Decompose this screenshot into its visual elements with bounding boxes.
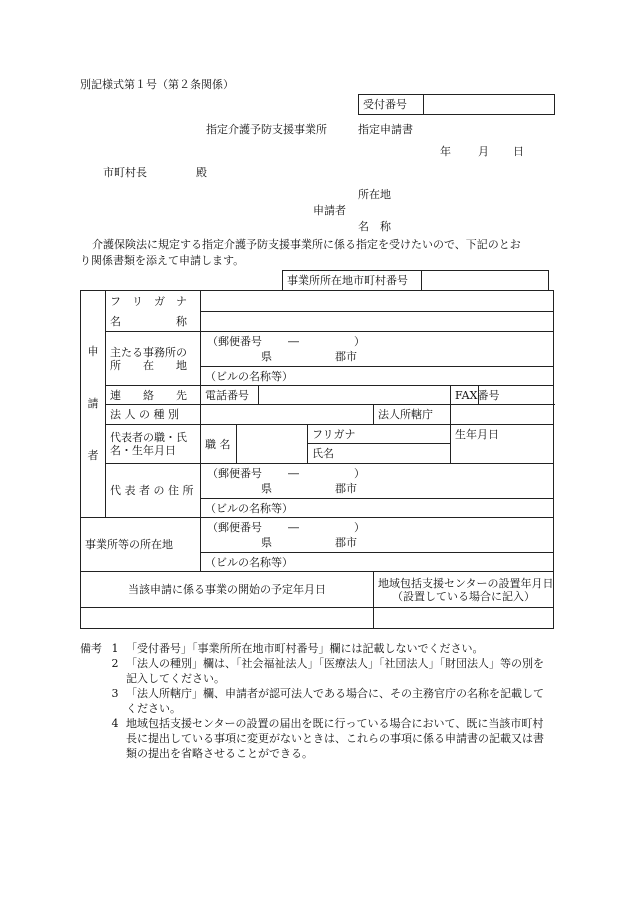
note-number: 2 (111, 657, 119, 670)
representative-line-2: 名・生年月日 (110, 444, 176, 457)
postal-dash: ― (288, 467, 299, 480)
intro-line-1: 介護保険法に規定する指定介護予防支援事業所に係る指定を受けたいので、下記のとお (92, 238, 521, 251)
main-office-address-field[interactable] (201, 332, 554, 367)
city-label: 郡市 (335, 350, 357, 363)
birth-label: 生年月日 (451, 425, 554, 464)
form-label: 別記様式第１号（第２条関係） (80, 78, 234, 91)
furigana-label: フ リ ガ ナ (106, 291, 201, 312)
application-table (80, 290, 554, 629)
rep-address-label: 代 表 者 の 住 所 (106, 464, 201, 518)
notes-section (80, 641, 550, 761)
postal-dash: ― (288, 335, 299, 348)
office-building-field[interactable]: （ビルの名称等） (201, 553, 554, 572)
corp-type-field[interactable] (201, 405, 374, 425)
postal-close: ） (354, 521, 365, 534)
note-text: 「受付番号」「事業所所在地市町村番号」欄には記載しないでください。 (126, 642, 484, 655)
postal-label: （郵便番号 (207, 467, 262, 480)
receipt-box (358, 94, 555, 115)
note-number: 3 (111, 687, 119, 700)
receipt-label: 受付番号 (359, 95, 424, 115)
name-label: 名 称 (106, 312, 201, 332)
rep-building-field[interactable]: （ビルの名称等） (201, 499, 554, 518)
addressee-name: 市町村長 (103, 166, 147, 179)
addressee-honorific: 殿 (196, 166, 207, 179)
postal-label: （郵便番号 (207, 335, 262, 348)
pref-label: 県 (261, 350, 272, 363)
note-text: 「法人の種別」欄は、「社会福祉法人」「医療法人」「社団法人」「財団法人」等の別を記入してください。 (126, 657, 544, 685)
note-item (80, 686, 550, 716)
postal-close: ） (354, 335, 365, 348)
date-day: 日 (513, 145, 524, 158)
start-date-field[interactable] (81, 608, 374, 629)
office-municipality-box (282, 270, 549, 291)
main-office-line-2: 所 在 地 (110, 358, 187, 372)
postal-label: （郵便番号 (207, 521, 262, 534)
fax-label: FAX番号 (451, 386, 479, 405)
representative-line-1: 代表者の職・氏 (110, 431, 187, 444)
applicant-address-label: 所在地 (358, 188, 391, 201)
note-number: 1 (111, 642, 119, 655)
applicant-label: 申請者 (313, 204, 346, 217)
post-field[interactable] (237, 425, 308, 464)
postal-close: ） (354, 467, 365, 480)
post-label: 職 名 (201, 425, 237, 464)
receipt-field[interactable] (424, 95, 555, 115)
name-field[interactable] (201, 312, 554, 332)
center-date-field[interactable] (374, 608, 554, 629)
applicant-side-char: 請 (87, 397, 99, 410)
note-number: 4 (111, 717, 119, 730)
note-text: 「法人所轄庁」欄、申請者が認可法人である場合に、その主務官庁の名称を記載してください。 (126, 687, 544, 715)
rep-name-label: 氏名 (308, 444, 451, 464)
applicant-name-label: 名 称 (358, 220, 391, 233)
main-office-building-field[interactable]: （ビルの名称等） (201, 367, 554, 386)
office-address-field[interactable] (201, 518, 554, 553)
furigana-field[interactable] (201, 291, 554, 312)
office-municipality-field[interactable] (422, 271, 549, 291)
office-municipality-label: 事業所所在地市町村番号 (283, 271, 422, 291)
date-month: 月 (478, 145, 489, 158)
note-item (80, 716, 550, 761)
main-office-line-1: 主たる事務所の (110, 345, 187, 359)
corp-type-label: 法 人 の 種 別 (106, 405, 201, 425)
start-date-label: 当該申請に係る事業の開始の予定年月日 (81, 572, 374, 608)
pref-label: 県 (261, 536, 272, 549)
date-year: 年 (440, 145, 451, 158)
note-item (80, 641, 550, 656)
center-date-line-2: （設置している場合に記入） (392, 589, 536, 603)
representative-label (106, 425, 201, 464)
city-label: 郡市 (335, 482, 357, 495)
applicant-side-char: 者 (87, 449, 99, 462)
city-label: 郡市 (335, 536, 357, 549)
pref-label: 県 (261, 482, 272, 495)
corp-agency-field[interactable] (451, 405, 554, 425)
office-location-label: 事業所等の所在地 (81, 518, 201, 572)
applicant-side-char: 申 (87, 345, 99, 358)
title-part-a: 指定介護予防支援事業所 (206, 123, 327, 136)
corp-agency-label: 法人所轄庁 (374, 405, 451, 425)
contact-label: 連 絡 先 (106, 386, 201, 405)
note-text: 地域包括支援センターの設置の届出を既に行っている場合において、既に当該市町村長に提出している事項に変更がないときは、これらの事項に係る申請書の記載又は書類の提出を省略させることができる。 (126, 717, 544, 760)
phone-field[interactable] (259, 386, 451, 405)
rep-address-field[interactable] (201, 464, 554, 499)
applicant-side-label (81, 291, 106, 518)
rep-furigana-label: フリガナ (308, 425, 451, 444)
postal-dash: ― (288, 521, 299, 534)
center-date-label (374, 572, 554, 608)
notes-label: 備考 (80, 642, 102, 655)
phone-label: 電話番号 (201, 386, 259, 405)
intro-line-2: り関係書類を添えて申請します。 (80, 254, 245, 267)
center-date-line-1: 地域包括支援センターの設置年月日 (378, 576, 554, 590)
main-office-label (106, 332, 201, 386)
title-part-b: 指定申請書 (358, 123, 413, 136)
note-item (80, 656, 550, 686)
